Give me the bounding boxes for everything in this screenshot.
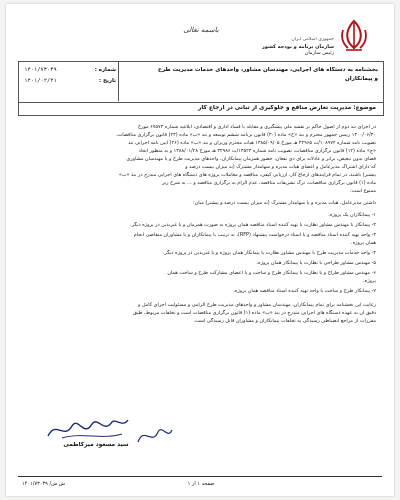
body-line: ماده (۱) قانون برگزاری مناقصات، ترک تشریفات مناقصه، عدم الزام به برگزاری مناقصه و ... به شرح زیر: [162, 180, 376, 186]
recipient-line: و پیمانکاران: [344, 76, 378, 82]
letter-page: [6, 4, 394, 496]
page-number: صفحه ۱ از ۱: [187, 481, 215, 487]
footer-reference: ش ش/ ۱۴۰۱/۷۳۰۳۹: [22, 481, 65, 487]
closing-line: دقیق آن به عهده دستگاه های اجرایی مندرج در بند «ب» ماده (۱) قانون برگزاری مناقصات است و تخلفات مربوط، طبق: [133, 310, 376, 316]
footer-divider: [18, 476, 382, 477]
closing-line: رعایت این بخشنامه برای تمام پیمانکاران، مهندسان مشاور و واحدهای مدیریت طرح الزامی و مسئولیت اجرای کامل و: [138, 302, 376, 308]
list-item: همان پروژه.: [351, 240, 376, 246]
emblem-icon: [334, 18, 374, 56]
body-line: تصویب نامه شماره ۱۰۸۹۷۲/ت ۴۲۹۶۵ هـ مورخ ۱۳۸۵/۰۹/۰۵ هیأت محترم وزیران و بند «ب» ماده (۲۶) آیین نامه اجرایی بند: [128, 140, 376, 146]
body-line: «ج» ماده (۱۲) قانون برگزاری مناقصات، تصویب نامه شماره ۱۳۵۲۴/ت ۴۲۹۸۶ هـ مورخ ۱۳۸۸/۰۱/۲۸ و به منظور ایجاد: [138, 148, 376, 154]
letter-date-label: تاریخ :: [98, 78, 116, 84]
letter-date-value: ۱۴۰۱/۰۲/۲۱: [24, 78, 57, 84]
organization-name-block: [262, 37, 334, 57]
letter-number: [22, 67, 116, 73]
list-item: ۴- واحد خدمات مدیریت طرح با مهندس مشاور نظارت یا پیمانکار همان پروژه و یا غیربدین در پروژه دیگر.: [162, 250, 376, 256]
body-line: در اجرای بند دوم از اصول حاکم بر نقشه ملی پیشگیری و مقابله با فساد اداری و اقتصادی، ابلاغیه شماره ۶۷۵۷۴ مورخ: [137, 124, 376, 130]
body-line: که دارای اشتراک مدیرعامل و اعضای هیأت مدیره و سهامدار مشترک (به میزان بیست درصد و: [185, 164, 376, 170]
list-item: ۶- مهندس مشاور طراح و یا نظارت یا پیمانکار طرح و ساخت و یا اعضای مشارکت طرح و ساخت همان: [167, 270, 376, 276]
closing-line: مقررات از مراجع انضباطی رسیدگی به تخلفات پیمانکاران و مشاوران قابل رسیدگی است.: [193, 318, 376, 324]
invocation-text: باسمه تعالی: [183, 26, 219, 34]
org-line: سازمان برنامه و بودجه کشور: [262, 43, 334, 50]
subject-line: موضوع: مدیریت تعارض منافع و جلوگیری از تبانی در ارجاع کار: [198, 105, 376, 111]
org-line: جمهوری اسلامی ایران: [291, 37, 334, 42]
list-item: پروژه.: [363, 278, 376, 284]
org-line: رئیس سازمان: [304, 50, 334, 56]
letter-date: [22, 78, 116, 84]
signature-scribble: [42, 414, 132, 444]
list-item: ۲- پیمانکار با مهندس مشاور نظارت یا تهیه کننده اسناد مناقصه همان پروژه به صورت همزمان و یا غیربدین در پروژه دیگر.: [130, 222, 376, 228]
body-line: ۱۴۰۰/۰۶/۳۰ رییس جمهور محترم و بند «ح» ماده (۳۰) قانون برنامه ششم توسعه و بند «ب» ماده (۲۳) قانون برگزاری مناقصات،: [116, 132, 376, 138]
signer-name: سید مسعود میرکاظمی: [63, 442, 129, 448]
letter-number-value: ۱۴۰۱/۷۳۰۳۹: [24, 67, 57, 73]
letter-number-label: شماره :: [94, 67, 116, 73]
body-line: ممنوع است:: [350, 188, 376, 194]
list-item: ۳- واحد تهیه کننده اسناد مناقصه و یا اسناد درخواست پیشنهاد (RFP)، به ترتیب با پیمانکاران و یا مشاوران متقاضی انجام: [133, 232, 376, 238]
intro-clause: داشتن مدیرعامل، هیأت مدیره و یا سهامدار مشترک (به میزان بیست درصد و بیشتر) میان:: [193, 200, 376, 206]
recipient-line: بخشنامه به دستگاه های اجرایی، مهندسان مشاور، واحدهای خدمات مدیریت طرح: [157, 67, 378, 73]
list-item: ۷- پیمانکار طرح و ساخت با واحد تهیه کننده اسناد مناقصه همان پروژه.: [233, 288, 376, 294]
list-item: ۵- مهندس مشاور طراحی با نظارت یا پیمانکار همان پروژه.: [256, 260, 376, 266]
body-line: بیشتر) باشند، در تمام فرآیندهای ارجاع کار، ارزیابی کیفی، مناقصه و معاملات پروژه های دستگاه های اجرایی مندرج در بند «ب»: [118, 172, 376, 178]
list-item: ۱- پیمانکاران یک پروژه.: [328, 212, 376, 218]
body-line: فضای بدون تبعیض، برابر و عادلانه برای ذی نفعان، حضور همزمان پیمانکاران، واحدهای مدیریت طرح و یا مهندسان مشاوری: [126, 156, 376, 162]
